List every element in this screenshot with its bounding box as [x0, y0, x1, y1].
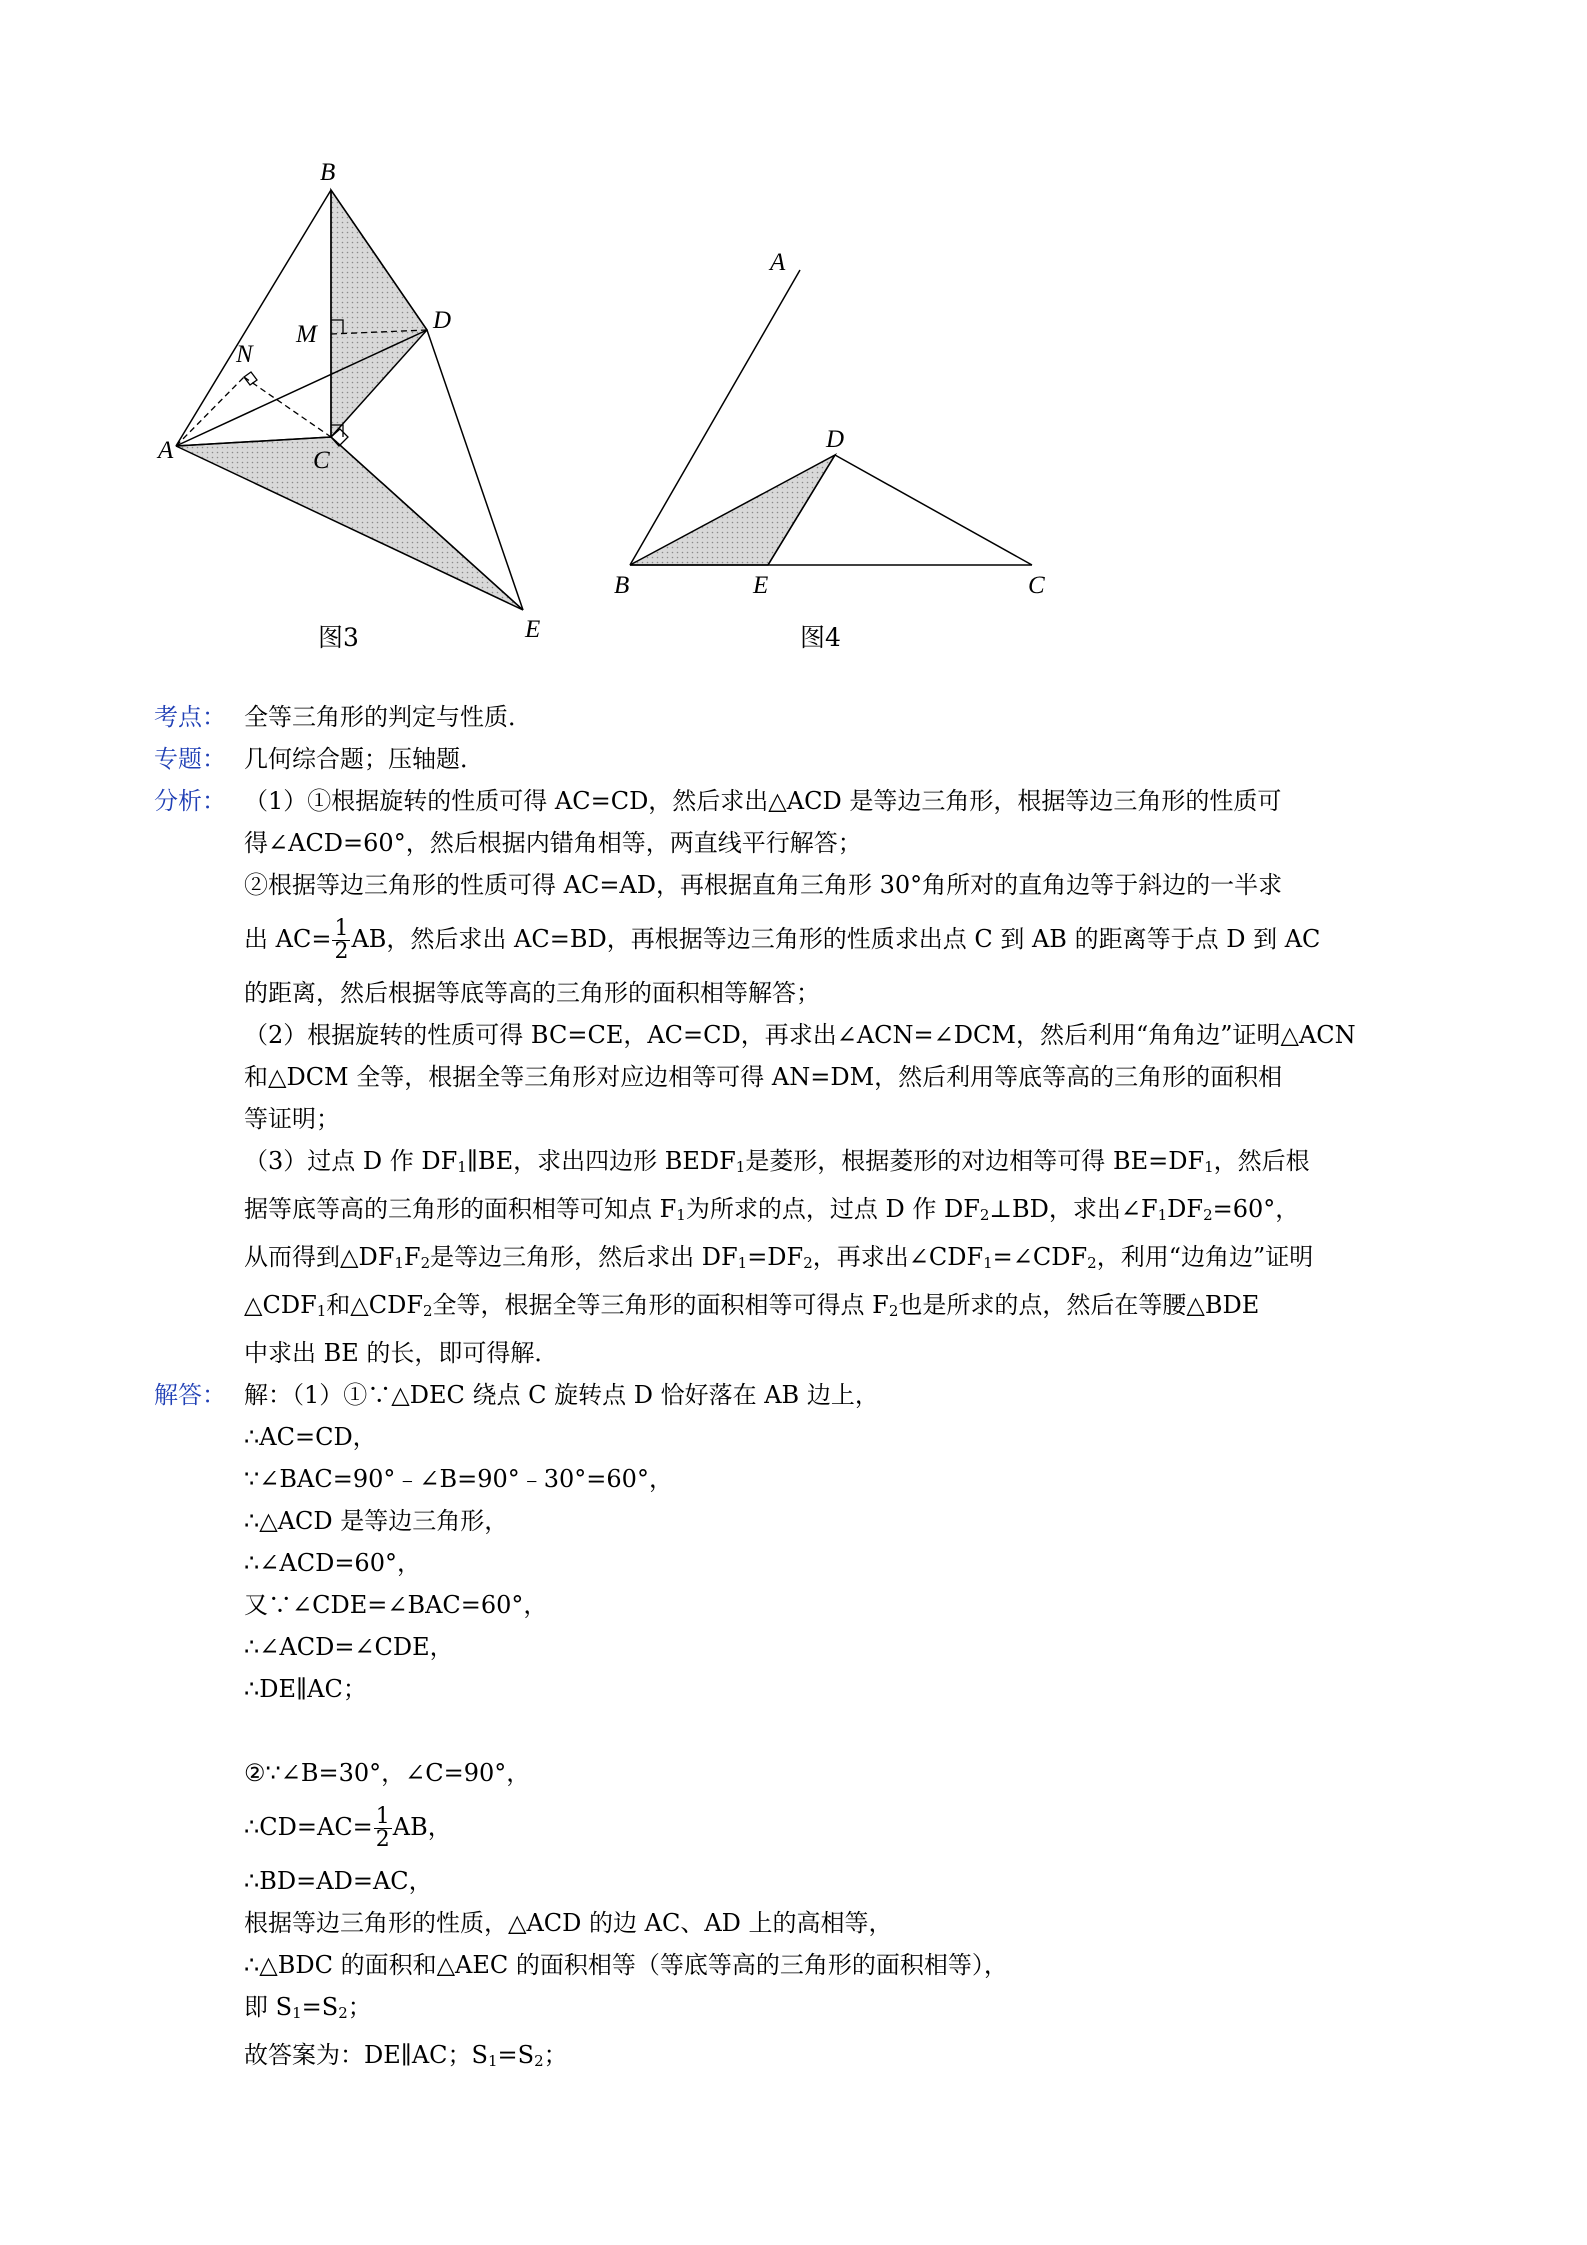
fig4-point-d: D	[826, 426, 845, 453]
figure-3	[150, 150, 580, 650]
zhuanti-text: 几何综合题；压轴题．	[244, 745, 484, 773]
fig3-point-m: M	[296, 321, 317, 348]
jieda-line: 即 $S_1=S_2$；	[244, 1993, 372, 2022]
jieda-line: ∴△BDC 的面积和△AEC 的面积相等（等底等高的三角形的面积相等），	[244, 1951, 1008, 1979]
jieda-line: ∴∠ACD=∠CDE，	[244, 1633, 454, 1661]
figure-3-caption: 图3	[318, 623, 359, 652]
blank-line	[244, 1710, 1454, 1752]
kaodian-row	[154, 696, 1454, 738]
shaded-triangle-bde	[630, 455, 835, 565]
jieda-line: ∴CD=AC= $\frac{1}{2}$ AB，	[244, 1804, 452, 1852]
fraction-half: $\frac{1}{2}$	[334, 916, 349, 964]
jieda-line: 根据等边三角形的性质，△ACD 的边 AC、AD 上的高相等，	[244, 1909, 893, 1937]
jieda-line: 又∵∠CDE=∠BAC=60°，	[244, 1591, 548, 1619]
jieda-line: 解：（1）①∵△DEC 绕点 C 旋转点 D 恰好落在 AB 边上，	[244, 1381, 879, 1409]
fenxi-line: 和△DCM 全等，根据全等三角形对应边相等可得 AN=DM，然后利用等底等高的三角形的面积相	[244, 1063, 1283, 1091]
fenxi-line: ②根据等边三角形的性质可得 AC=AD，再根据直角三角形 30°角所对的直角边等于斜边的一半求	[244, 871, 1283, 899]
kaodian-tag: 考点：	[154, 703, 226, 731]
shaded-triangle-bcd	[331, 190, 427, 437]
fenxi-line: 从而得到$\triangle DF_1F_2$是等边三角形，然后求出 $DF_1=DF_2$，再求出$\angle CDF_1=\angle CDF_2$，利用“边角边”证明	[244, 1243, 1314, 1272]
figure-4-caption: 图4	[800, 623, 841, 652]
jieda-tag: 解答：	[154, 1381, 226, 1409]
fenxi-tag: 分析：	[154, 787, 226, 815]
fenxi-text: AB，然后求出 AC=BD，再根据等边三角形的性质求出点 C 到 AB 的距离等于点 D 到 AC	[351, 925, 1321, 953]
jieda-line: ∵∠BAC=90°﹣∠B=90°﹣30°=60°，	[244, 1465, 673, 1493]
fenxi-line: 据等底等高的三角形的面积相等可知点 $F_1$为所求的点，过点 D 作 $DF_2\perp BD$，求出$\angle F_1DF_2=60^\circ$，	[244, 1195, 1300, 1224]
jieda-row	[154, 1374, 1454, 2082]
fenxi-line: （2）根据旋转的性质可得 BC=CE，AC=CD，再求出∠ACN=∠DCM，然后利用“角角边”证明△ACN	[244, 1021, 1356, 1049]
jieda-line: ∴BD=AD=AC，	[244, 1867, 433, 1895]
fenxi-line: 中求出 BE 的长，即可得解．	[244, 1339, 559, 1367]
fenxi-line: $\triangle CDF_1$和$\triangle CDF_2$全等，根据全等三角形的面积相等可得点 $F_2$也是所求的点，然后在等腰△BDE	[244, 1291, 1260, 1320]
zhuanti-tag: 专题：	[154, 745, 226, 773]
jieda-line: ∴DE∥AC；	[244, 1675, 367, 1703]
fig3-point-a: A	[158, 437, 174, 464]
fenxi-row	[154, 780, 1454, 1374]
fig3-point-e: E	[525, 616, 541, 643]
fig4-point-a: A	[770, 249, 786, 276]
fenxi-line	[244, 906, 1454, 972]
fenxi-line: 的距离，然后根据等底等高的三角形的面积相等解答；	[244, 979, 820, 1007]
shaded-triangle-ace	[176, 437, 523, 610]
jieda-line: 故答案为：DE∥AC；$S_1=S_2$；	[244, 2041, 568, 2070]
jieda-line: ∴AC=CD，	[244, 1423, 377, 1451]
fenxi-line: （3）过点 D 作 $DF_1\parallel BE$，求出四边形 $BEDF_1$是菱形，根据菱形的对边相等可得 $BE=DF_1$，然后根	[244, 1147, 1310, 1176]
fig4-point-e: E	[753, 572, 769, 599]
fig3-point-c: C	[313, 447, 330, 474]
fenxi-line: 等证明；	[244, 1105, 340, 1133]
fenxi-line: 得∠ACD=60°，然后根据内错角相等，两直线平行解答；	[244, 829, 862, 857]
answer-body	[154, 696, 1454, 2082]
fig3-point-n: N	[236, 341, 253, 368]
jieda-line: ∴∠ACD=60°，	[244, 1549, 421, 1577]
fenxi-text: 出 AC=	[244, 925, 332, 953]
fenxi-line: （1）①根据旋转的性质可得 AC=CD，然后求出△ACD 是等边三角形，根据等边三角形的性质可	[244, 787, 1282, 815]
jieda-line: ②∵∠B=30°，∠C=90°，	[244, 1759, 531, 1787]
fig4-point-c: C	[1028, 572, 1045, 599]
kaodian-text: 全等三角形的判定与性质．	[244, 703, 532, 731]
fig3-point-d: D	[433, 307, 452, 334]
jieda-line: ∴△ACD 是等边三角形，	[244, 1507, 509, 1535]
figure-4	[600, 240, 1060, 610]
fig4-point-b: B	[614, 572, 630, 599]
fraction-half: $\frac{1}{2}$	[375, 1804, 390, 1852]
zhuanti-row	[154, 738, 1454, 780]
fig3-point-b: B	[320, 159, 336, 186]
